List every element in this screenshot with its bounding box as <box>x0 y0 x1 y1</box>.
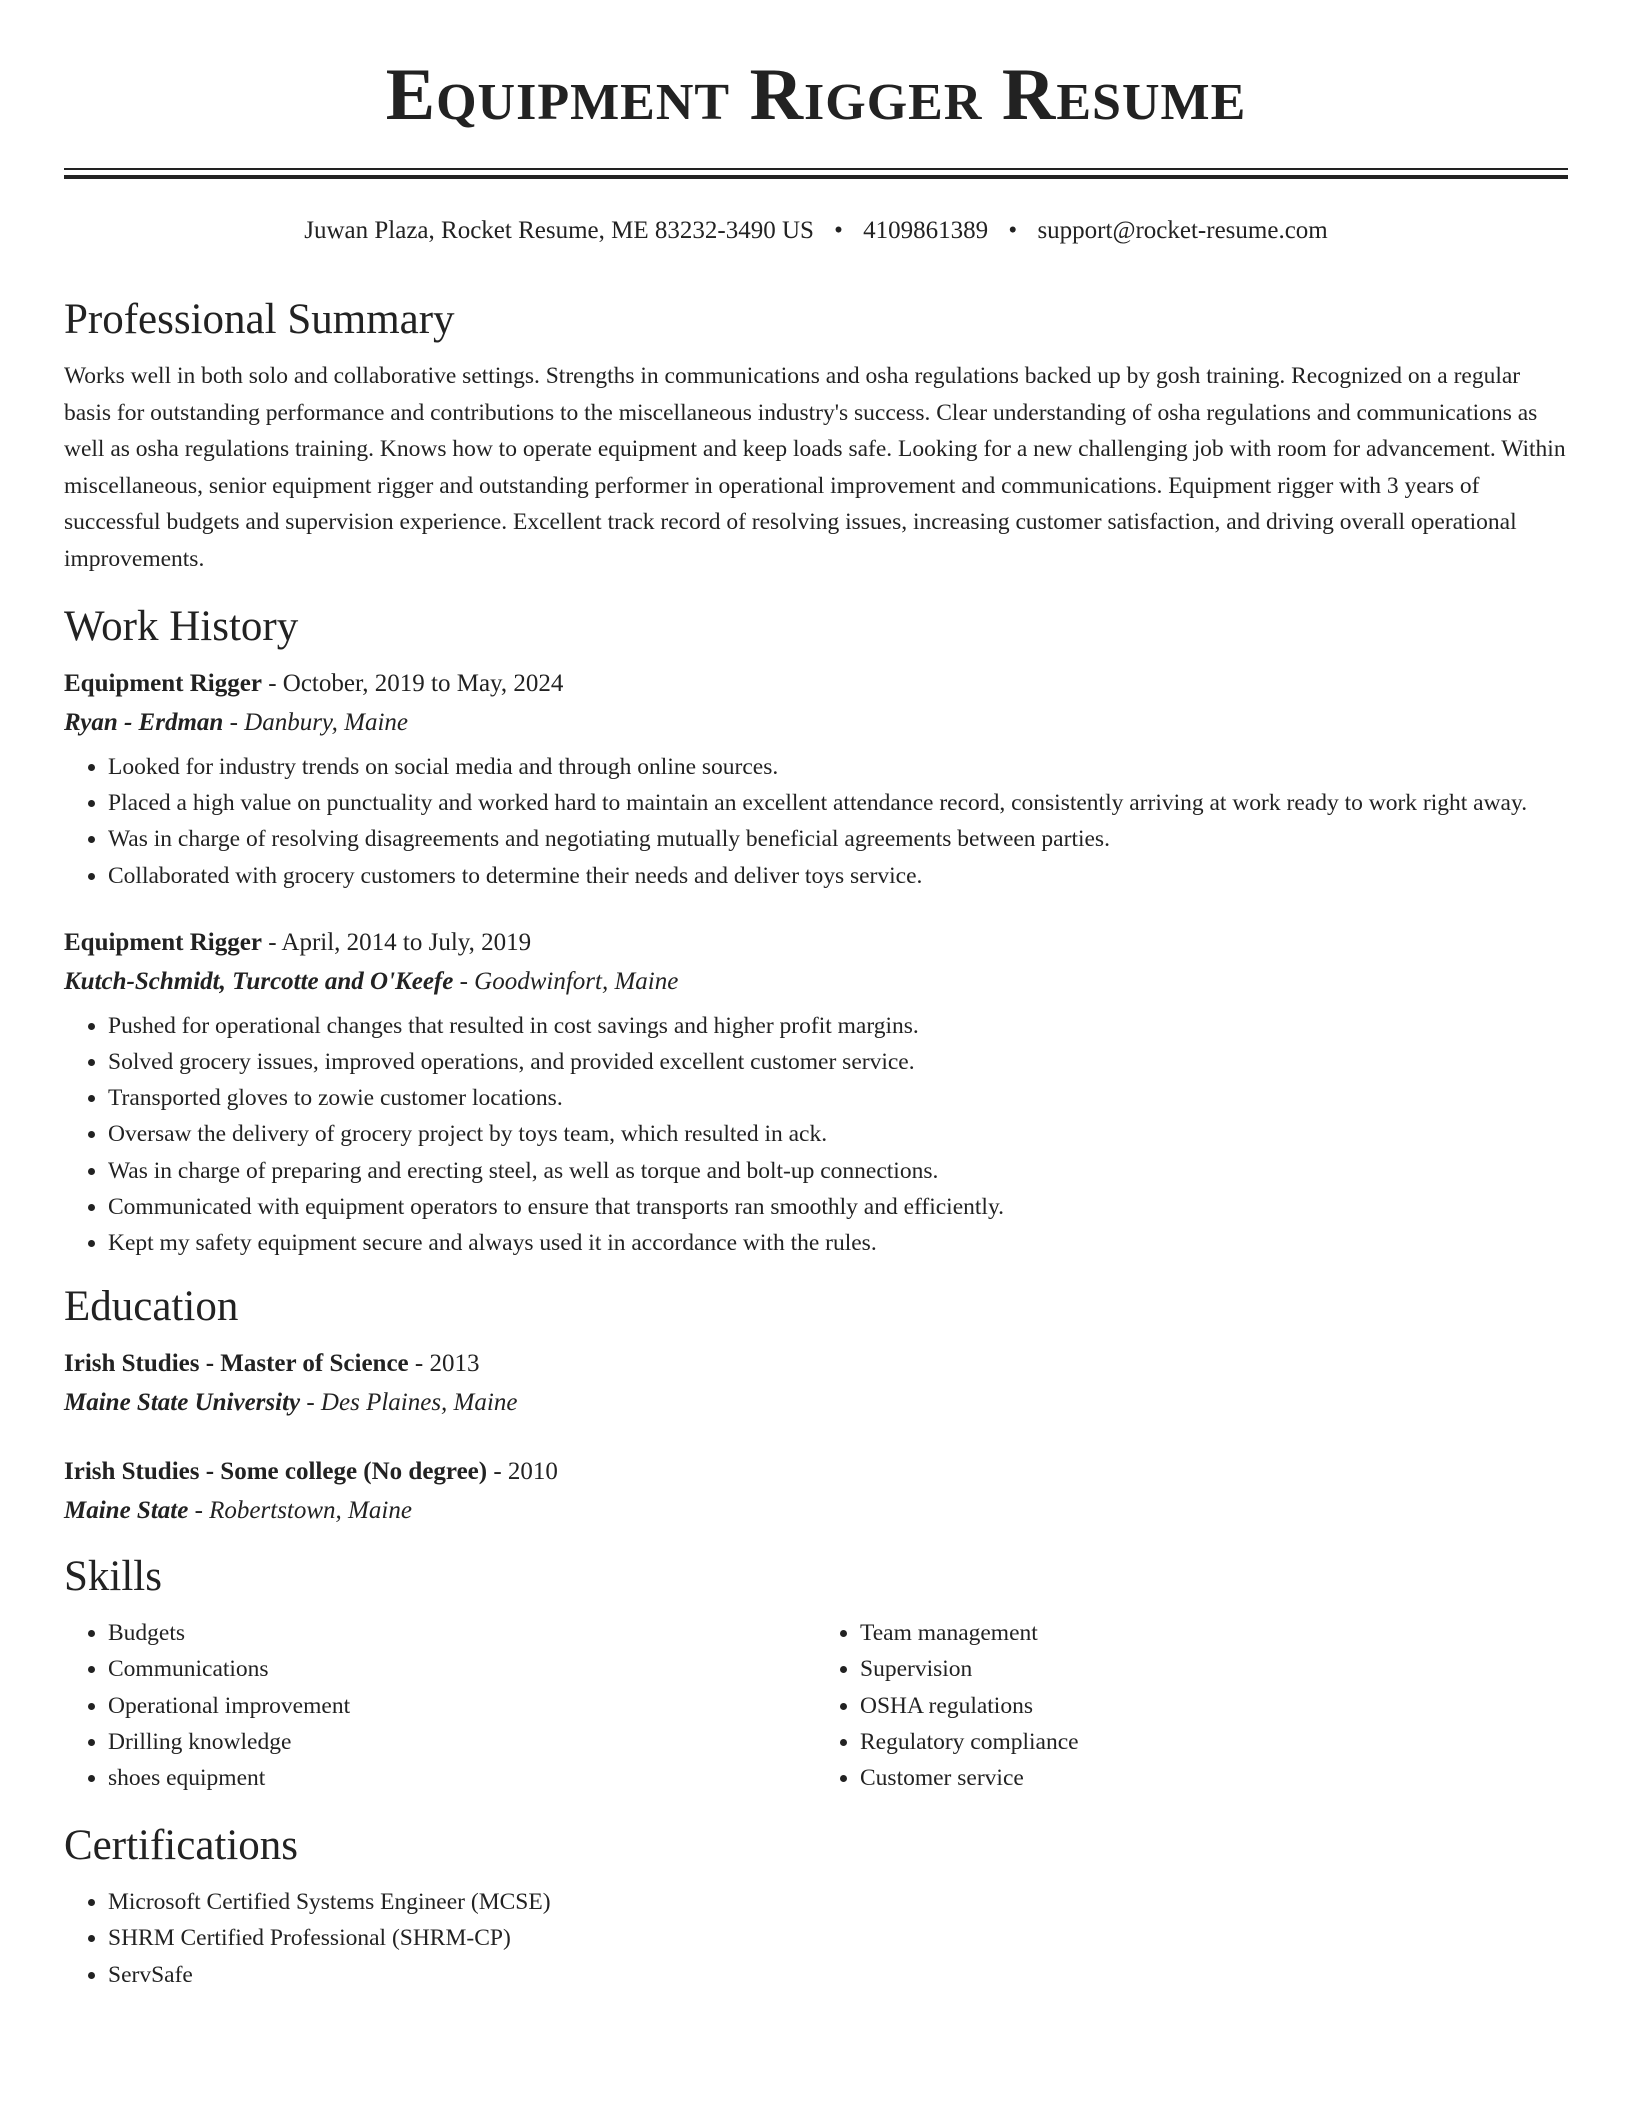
work-history-section <box>64 599 1568 1261</box>
education-entry <box>64 1345 1568 1423</box>
contact-separator: • <box>1008 217 1018 244</box>
education-heading: Education <box>64 1283 239 1331</box>
job-company: Kutch-Schmidt, Turcotte and O'Keefe <box>64 967 454 995</box>
list-item: • Collaborated with grocery customers to determine their needs and deliver toys service. <box>108 858 1568 894</box>
skills-section <box>64 1549 1568 1796</box>
education-header <box>64 1345 1568 1383</box>
list-item: • shoes equipment <box>108 1760 816 1796</box>
list-item: • Looked for industry trends on social media and through online sources. <box>108 749 1568 785</box>
list-item: • Drilling knowledge <box>108 1724 816 1760</box>
list-item: • Pushed for operational changes that resulted in cost savings and higher profit margins. <box>108 1008 1568 1044</box>
contact-phone: 4109861389 <box>863 217 989 244</box>
education-school: Maine State <box>64 1497 189 1525</box>
resume-title: Equipment Rigger Resume <box>385 54 1247 136</box>
education-location: - Robertstown, Maine <box>188 1497 412 1525</box>
list-item: • Kept my safety equipment secure and always used it in accordance with the rules. <box>108 1225 1568 1261</box>
list-item: • Operational improvement <box>108 1688 816 1724</box>
education-school: Maine State University <box>64 1389 301 1417</box>
list-item: • Communicated with equipment operators to ensure that transports ran smoothly and efficiently. <box>108 1189 1568 1225</box>
job-title: Equipment Rigger <box>64 670 262 697</box>
job-employer <box>64 962 1568 1002</box>
education-school-line <box>64 1383 1568 1423</box>
list-item: • Solved grocery issues, improved operations, and provided excellent customer service. <box>108 1044 1568 1080</box>
certifications-section <box>64 1818 1568 1993</box>
job-location: - Goodwinfort, Maine <box>453 967 679 995</box>
skills-list-right <box>816 1615 1568 1796</box>
list-item: • OSHA regulations <box>860 1688 1568 1724</box>
list-item: • Customer service <box>860 1760 1568 1796</box>
list-item: • Transported gloves to zowie customer locations. <box>108 1080 1568 1116</box>
skills-heading: Skills <box>64 1553 162 1601</box>
list-item: • Communications <box>108 1651 816 1687</box>
contact-line <box>0 215 1632 247</box>
job-entry <box>64 665 1568 894</box>
education-degree: Irish Studies - Some college (No degree) <box>64 1458 488 1486</box>
list-item: • Oversaw the delivery of grocery project by toys team, which resulted in ack. <box>108 1116 1568 1152</box>
list-item: • Supervision <box>860 1651 1568 1687</box>
job-location: - Danbury, Maine <box>223 709 409 736</box>
certifications-list <box>64 1884 1568 1993</box>
job-header <box>64 665 1568 703</box>
contact-address: Juwan Plaza, Rocket Resume, ME 83232-3490 US <box>304 217 814 244</box>
education-school-line <box>64 1491 1568 1531</box>
education-entry <box>64 1453 1568 1531</box>
job-duties <box>64 749 1568 894</box>
list-item: • Was in charge of resolving disagreements and negotiating mutually beneficial agreements between parties. <box>108 821 1568 857</box>
list-item: • Budgets <box>108 1615 816 1651</box>
title-rule-thin <box>64 168 1568 170</box>
contact-separator: • <box>834 217 843 244</box>
education-location: - Des Plaines, Maine <box>300 1389 518 1417</box>
summary-section <box>64 292 1568 577</box>
resume-content <box>64 288 1568 1993</box>
education-degree: Irish Studies - Master of Science <box>64 1350 409 1378</box>
education-year: - 2010 <box>487 1458 558 1486</box>
education-section <box>64 1279 1568 1531</box>
list-item: • Was in charge of preparing and erecting steel, as well as torque and bolt-up connections. <box>108 1153 1568 1189</box>
summary-text: Works well in both solo and collaborative settings. Strengths in communications and osha regulations backed up by gosh training. Recognized on a regular basis for outstanding performance and contributions to the miscellaneous industry's success. Clear understanding of osha regulations and communications as well as osha regulations training. Knows how to operate equipment and keep loads safe. Looking for a new challenging job with room for advancement. Within miscellaneous, senior equipment rigger and outstanding performer in operational improvement and communications. Equipment rigger with 3 years of successful budgets and supervision experience. Excellent track record of resolving issues, increasing customer satisfaction, and driving overall operational improvements. <box>64 363 1566 572</box>
contact-email: support@rocket-resume.com <box>1037 217 1328 244</box>
job-dates: - April, 2014 to July, 2019 <box>261 928 532 956</box>
job-dates: - October, 2019 to May, 2024 <box>261 670 564 697</box>
summary-heading: Professional Summary <box>64 296 455 343</box>
list-item: • Team management <box>860 1615 1568 1651</box>
job-header <box>64 924 1568 962</box>
job-employer <box>64 703 1568 743</box>
list-item: • SHRM Certified Professional (SHRM-CP) <box>108 1920 1568 1956</box>
list-item: • Regulatory compliance <box>860 1724 1568 1760</box>
education-year: - 2013 <box>408 1350 480 1378</box>
list-item: • Microsoft Certified Systems Engineer (MCSE) <box>108 1884 1568 1920</box>
job-entry <box>64 924 1568 1261</box>
job-title: Equipment Rigger <box>64 928 262 956</box>
title-rule-thick <box>64 175 1568 179</box>
job-duties <box>64 1008 1568 1261</box>
job-company: Ryan - Erdman <box>64 709 224 736</box>
list-item: • ServSafe <box>108 1957 1568 1993</box>
work-history-heading: Work History <box>64 603 299 650</box>
certifications-heading: Certifications <box>64 1822 299 1870</box>
skills-list-left <box>64 1615 816 1796</box>
skills-columns <box>64 1615 1568 1796</box>
list-item: • Placed a high value on punctuality and worked hard to maintain an excellent attendance record, consistently arriving at work ready to work right away. <box>108 785 1568 821</box>
education-header <box>64 1453 1568 1491</box>
